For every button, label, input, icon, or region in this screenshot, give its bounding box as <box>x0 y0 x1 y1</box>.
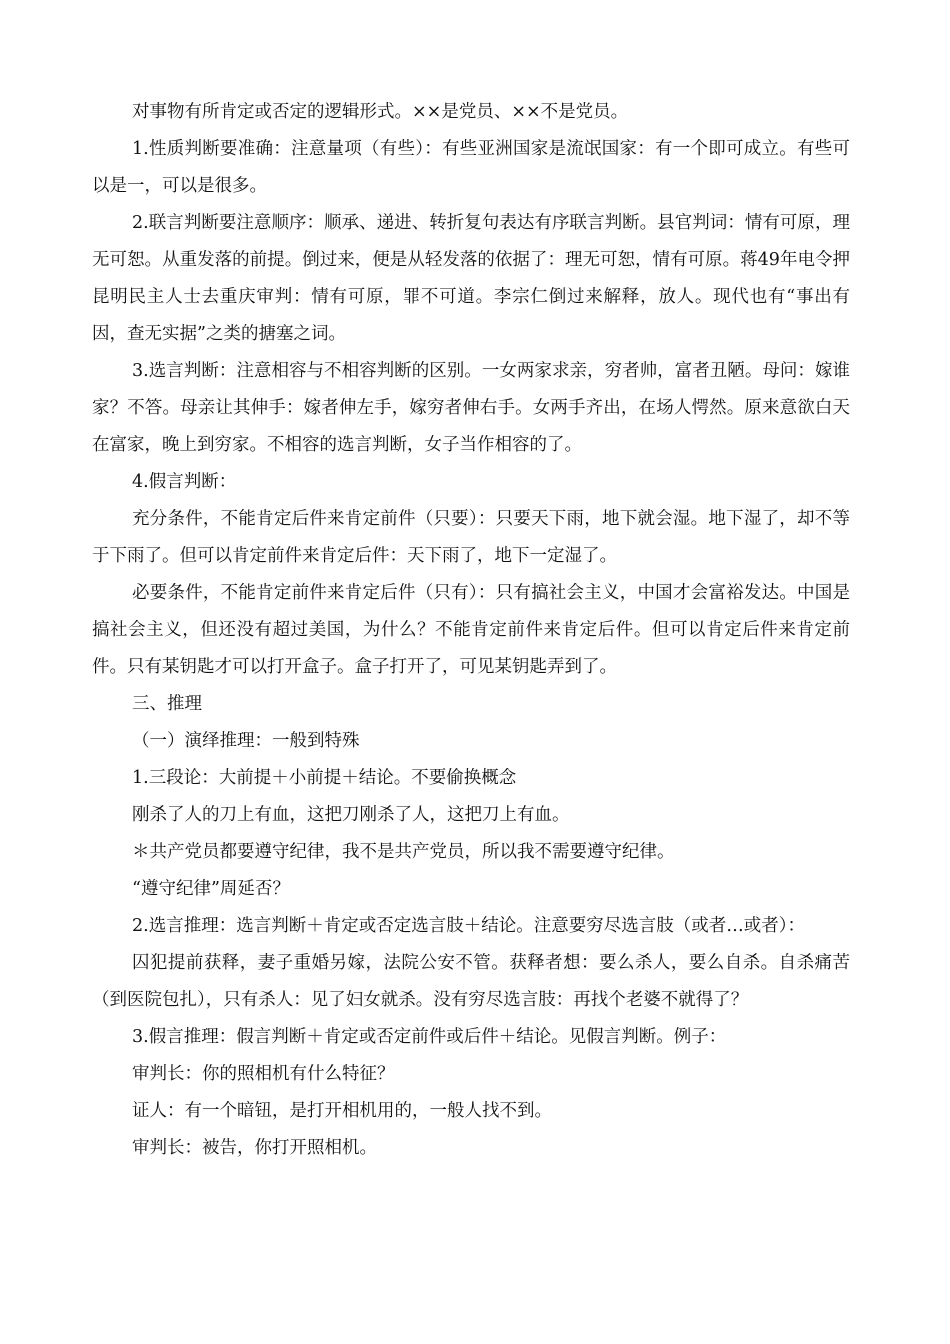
paragraph-dialogue-witness: 证人：有一个暗钮，是打开相机用的，一般人找不到。 <box>132 1101 552 1121</box>
paragraph-syllogism: 1.三段论：大前提＋小前提＋结论。不要偷换概念 <box>132 768 517 788</box>
document-page <box>92 94 850 1167</box>
paragraph-disjunctive-judgment: 3.选言判断：注意相容与不相容判断的区别。一女两家求亲，穷者帅，富者丑陋。母问：嫁谁家？不答。母亲让其伸手：嫁者伸左手，嫁穷者伸右手。女两手齐出，在场人愕然。原来意欲白天在富家，晚上到穷家。不相容的选言判断，女子当作相容的了。 <box>92 361 850 455</box>
paragraph-prisoner-example: 囚犯提前获释，妻子重婚另嫁，法院公安不管。获释者想：要么杀人，要么自杀。自杀痛苦（到医院包扎），只有杀人：见了妇女就杀。没有穷尽选言肢：再找个老婆不就得了？ <box>92 953 850 1010</box>
paragraph-necessary-condition: 必要条件，不能肯定前件来肯定后件（只有）：只有搞社会主义，中国才会富裕发达。中国是搞社会主义，但还没有超过美国，为什么？不能肯定前件来肯定后件。但可以肯定后件来肯定前件。只有某钥匙才可以打开盒子。盒子打开了，可见某钥匙弄到了。 <box>92 583 850 677</box>
paragraph-dialogue-judge-1: 审判长：你的照相机有什么特征？ <box>132 1064 395 1084</box>
paragraph-sufficient-condition: 充分条件，不能肯定后件来肯定前件（只要）：只要天下雨，地下就会湿。地下湿了，却不等于下雨了。但可以肯定前件来肯定后件：天下雨了，地下一定湿了。 <box>92 509 850 566</box>
section-heading-reasoning: 三、推理 <box>132 694 202 714</box>
paragraph-dialogue-judge-2: 审判长：被告，你打开照相机。 <box>132 1138 377 1158</box>
paragraph-syllogism-fallacy: ＊共产党员都要遵守纪律，我不是共产党员，所以我不需要遵守纪律。 <box>132 842 675 862</box>
paragraph-disjunctive-reasoning: 2.选言推理：选言判断＋肯定或否定选言肢＋结论。注意要穷尽选言肢（或者…或者）： <box>132 916 805 936</box>
paragraph-property-judgment: 1.性质判断要准确：注意量项（有些）：有些亚洲国家是流氓国家：有一个即可成立。有些可以是一，可以是很多。 <box>92 139 850 196</box>
paragraph-hypothetical-reasoning: 3.假言推理：假言判断＋肯定或否定前件或后件＋结论。见假言判断。例子： <box>132 1027 727 1047</box>
paragraph-intro: 对事物有所肯定或否定的逻辑形式。××是党员、××不是党员。 <box>132 102 629 122</box>
paragraph-syllogism-example: 刚杀了人的刀上有血，这把刀刚杀了人，这把刀上有血。 <box>132 805 570 825</box>
subsection-heading-deductive: （一）演绎推理：一般到特殊 <box>132 731 360 751</box>
paragraph-conjunctive-judgment: 2.联言判断要注意顺序：顺承、递进、转折复句表达有序联言判断。县官判词：情有可原，理无可恕。从重发落的前提。倒过来，便是从轻发落的依据了：理无可恕，情有可原。蒋49年电令押昆明民主人士去重庆审判：情有可原，罪不可道。李宗仁倒过来解释，放人。现代也有“事出有因，查无实据”之类的搪塞之词。 <box>92 213 850 344</box>
paragraph-hypothetical-judgment-heading: 4.假言判断： <box>132 472 237 492</box>
paragraph-distribution-question: “遵守纪律”周延否？ <box>132 879 290 899</box>
